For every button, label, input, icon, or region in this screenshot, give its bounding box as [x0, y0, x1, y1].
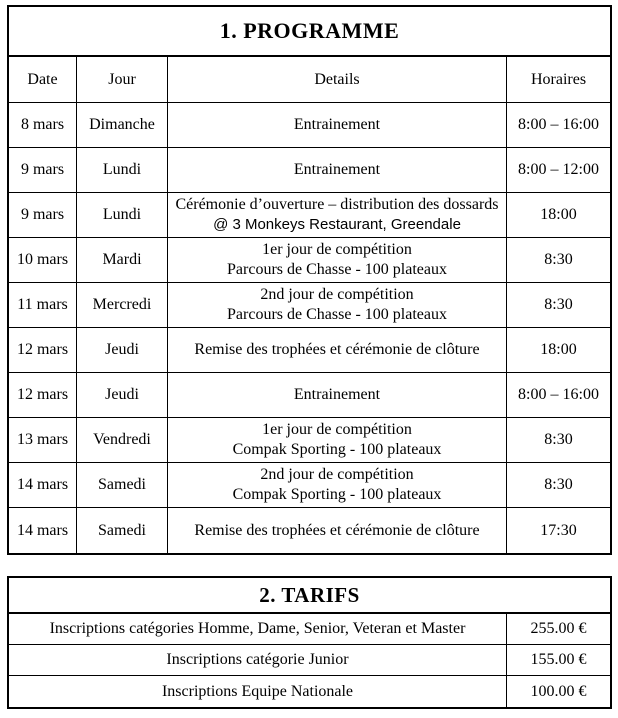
tarifs-table	[7, 576, 612, 709]
details-cell	[168, 373, 507, 418]
date-cell: 14 mars	[9, 508, 77, 553]
date-cell: 11 mars	[9, 283, 77, 328]
date-cell: 12 mars	[9, 373, 77, 418]
horaires-cell: 8:00 – 12:00	[507, 148, 610, 193]
jour-cell: Samedi	[77, 463, 168, 508]
column-header-details: Details	[168, 57, 507, 103]
horaires-cell: 8:30	[507, 283, 610, 328]
details-line: 2nd jour de compétition	[260, 286, 414, 303]
programme-grid	[9, 57, 610, 553]
details-cell	[168, 418, 507, 463]
details-line: Entrainement	[293, 116, 381, 133]
date-cell: 8 mars	[9, 103, 77, 148]
details-line: Compak Sporting - 100 plateaux	[232, 486, 442, 503]
date-cell: 14 mars	[9, 463, 77, 508]
details-line: Entrainement	[293, 386, 381, 403]
horaires-cell: 8:30	[507, 418, 610, 463]
details-line: 1er jour de compétition	[262, 241, 412, 258]
horaires-cell: 18:00	[507, 193, 610, 238]
column-header-date: Date	[9, 57, 77, 103]
tarif-price-cell: 100.00 €	[530, 682, 587, 700]
tarif-price-cell: 155.00 €	[507, 645, 610, 676]
tarif-label-cell: Inscriptions catégorie Junior	[9, 645, 507, 676]
details-line: Compak Sporting - 100 plateaux	[232, 441, 442, 458]
tarif-label-cell: Inscriptions catégories Homme, Dame, Senior, Veteran et Master	[9, 614, 507, 645]
tarifs-grid	[9, 614, 610, 707]
details-cell	[168, 193, 507, 238]
details-cell	[168, 328, 507, 373]
jour-cell: Jeudi	[77, 373, 168, 418]
tarif-price-cell: 255.00 €	[507, 614, 610, 645]
jour-cell: Mardi	[77, 238, 168, 283]
jour-cell: Lundi	[77, 193, 168, 238]
details-line: Remise des trophées et cérémonie de clôture	[194, 341, 480, 358]
details-line: Remise des trophées et cérémonie de clôture	[194, 521, 480, 539]
details-line: Cérémonie d’ouverture – distribution des dossards	[175, 196, 499, 213]
jour-cell: Lundi	[77, 148, 168, 193]
details-cell	[168, 238, 507, 283]
section-title-programme: 1. PROGRAMME	[9, 7, 610, 57]
date-cell: 10 mars	[9, 238, 77, 283]
details-cell	[168, 283, 507, 328]
details-line: Entrainement	[293, 161, 381, 178]
jour-cell: Vendredi	[77, 418, 168, 463]
jour-cell: Jeudi	[77, 328, 168, 373]
details-line: 2nd jour de compétition	[260, 466, 414, 483]
jour-cell: Samedi	[77, 508, 168, 553]
horaires-cell: 8:00 – 16:00	[507, 373, 610, 418]
date-cell: 13 mars	[9, 418, 77, 463]
column-header-jour: Jour	[77, 57, 168, 103]
details-line-venue: @ 3 Monkeys Restaurant, Greendale	[213, 216, 461, 233]
details-cell	[168, 103, 507, 148]
date-cell: 12 mars	[9, 328, 77, 373]
table-spacer	[7, 555, 612, 576]
tarif-label-cell: Inscriptions Equipe Nationale	[9, 676, 507, 707]
jour-cell: Mercredi	[77, 283, 168, 328]
details-cell	[168, 148, 507, 193]
jour-cell: Dimanche	[77, 103, 168, 148]
column-header-horaires: Horaires	[507, 57, 610, 103]
horaires-cell: 8:30	[507, 238, 610, 283]
details-cell	[168, 508, 507, 553]
horaires-cell: 18:00	[507, 328, 610, 373]
details-line: Parcours de Chasse - 100 plateaux	[227, 261, 447, 278]
horaires-cell: 8:00 – 16:00	[507, 103, 610, 148]
date-cell: 9 mars	[9, 193, 77, 238]
horaires-cell: 8:30	[507, 463, 610, 508]
date-cell: 9 mars	[9, 148, 77, 193]
details-line: Parcours de Chasse - 100 plateaux	[227, 306, 447, 323]
programme-table	[7, 5, 612, 555]
details-line: 1er jour de compétition	[262, 421, 412, 438]
section-title-tarifs: 2. TARIFS	[9, 578, 610, 614]
details-cell	[168, 463, 507, 508]
horaires-cell: 17:30	[540, 521, 577, 539]
